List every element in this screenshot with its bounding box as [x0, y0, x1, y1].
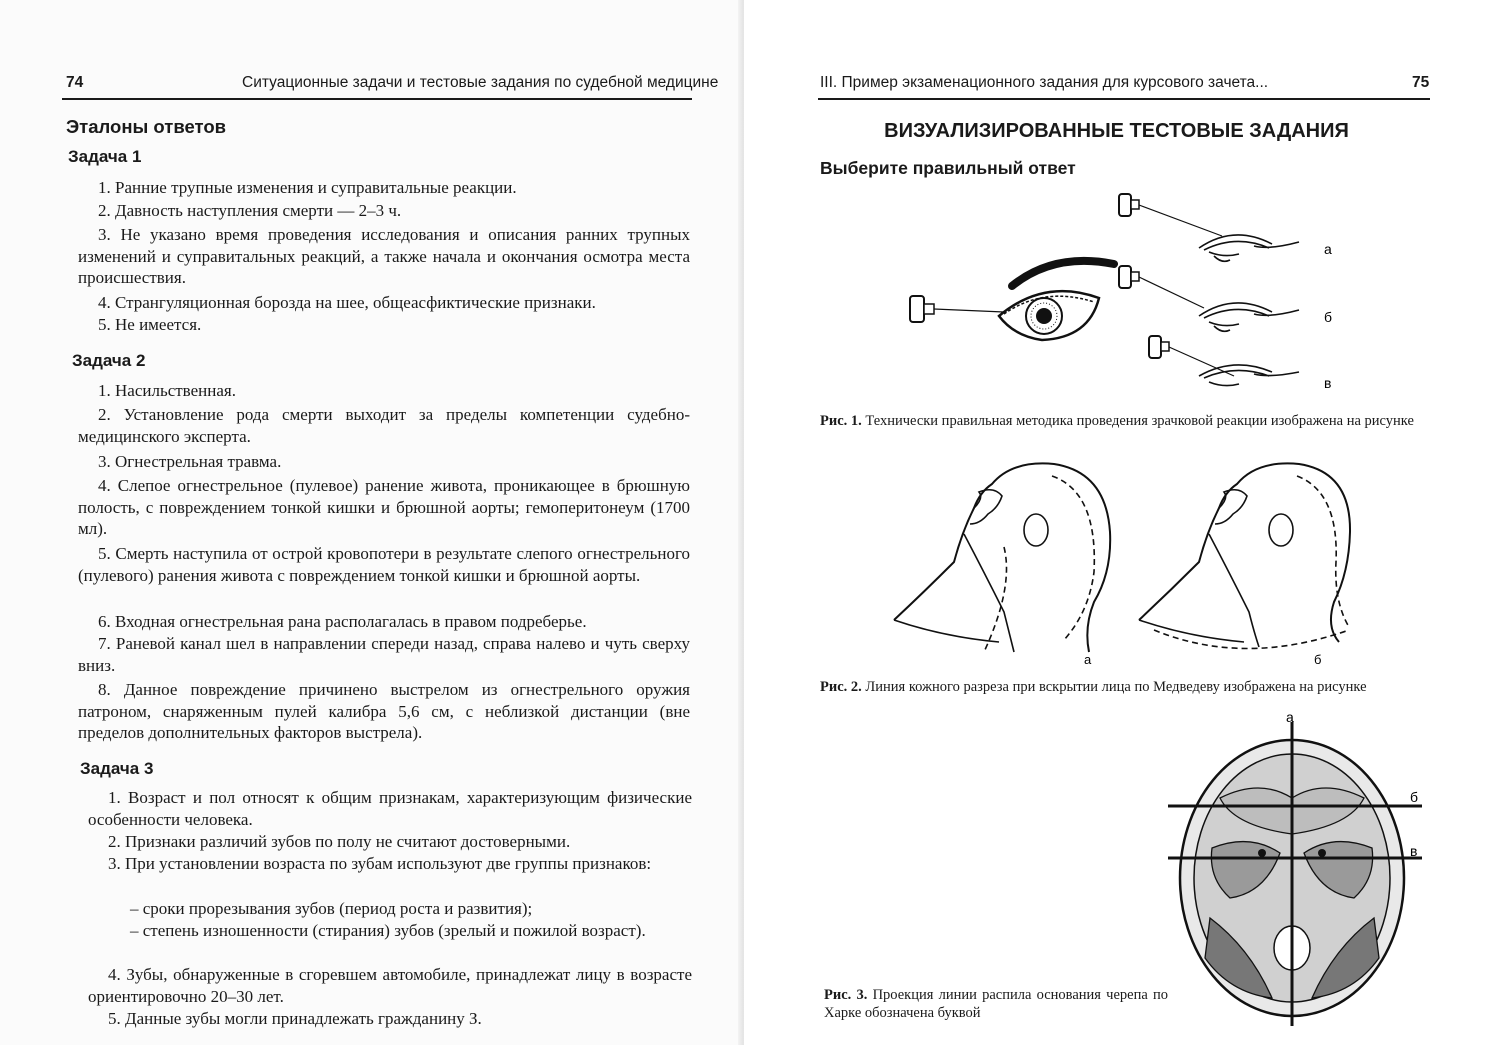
task-1-title: Задача 1 — [68, 147, 142, 166]
right-page — [744, 0, 1489, 1045]
side-view-v — [1149, 336, 1299, 386]
fig1-option-b: б — [1324, 309, 1333, 325]
figure-1-pupil-reaction — [904, 186, 1344, 396]
task-2-item-3: 3. Огнестрельная травма. — [98, 452, 282, 471]
task-2-item-8: 8. Данное повреждение причинено выстрелом из огнестрельного оружия патроном, снаряженным пулей калибра 5,6 см, с неблизкой дистанции (вне пределов дополнительных факторов выстрела). — [78, 680, 690, 743]
left-page — [0, 0, 744, 1045]
task-2-item-2: 2. Установление рода смерти выходит за пределы компетенции судебно-медицинского эксперта. — [78, 405, 690, 446]
task-1-item-4: 4. Странгуляционная борозда на шее, общеасфиктические признаки. — [98, 293, 596, 312]
task-3-item-4: 4. Зубы, обнаруженные в сгоревшем автомобиле, принадлежат лицу в возрасте ориентировочно 20–30 лет. — [88, 965, 692, 1006]
figure-3-caption-text: Проекция линии распила основания черепа по Харке обозначена буквой — [824, 987, 1168, 1021]
side-view-a — [1119, 194, 1299, 261]
task-3-item-1: 1. Возраст и пол относят к общим признакам, характеризующим физические особенности человека. — [88, 788, 692, 829]
fig3-option-a: а — [1286, 709, 1294, 725]
task-1-item-5: 5. Не имеется. — [98, 315, 202, 334]
task-3-item-5: 5. Данные зубы могли принадлежать гражданину З. — [108, 1009, 482, 1028]
running-head-right: III. Пример экзаменационного задания для курсового зачета... — [820, 74, 1269, 91]
page-number-left: 74 — [66, 74, 84, 91]
task-1-item-1: 1. Ранние трупные изменения и суправитальные реакции. — [98, 178, 517, 197]
task-2-title: Задача 2 — [72, 351, 146, 370]
header-rule-left — [62, 98, 692, 100]
task-3-item-3-sub-2: – степень изношенности (стирания) зубов (зрелый и пожилой возраст). — [130, 921, 646, 940]
figure-1-label: Рис. 1. — [820, 413, 862, 429]
task-1-item-2: 2. Давность наступления смерти — 2–3 ч. — [98, 201, 402, 220]
task-3-item-2: 2. Признаки различий зубов по полу не считают достоверными. — [108, 832, 571, 851]
task-2-item-4: 4. Слепое огнестрельное (пулевое) ранение живота, проникающее в брюшную полость, с повреждением тонкой кишки и брюшной аорты; гемоперитонеум (1700 мл). — [78, 476, 690, 539]
fig2-option-a: а — [1084, 652, 1092, 667]
figure-3-label: Рис. 3. — [824, 987, 868, 1003]
fig2-option-b: б — [1314, 652, 1322, 667]
figure-2-caption-text: Линия кожного разреза при вскрытии лица по Медведеву изображена на рисунке — [865, 679, 1367, 695]
task-2-item-5: 5. Смерть наступила от острой кровопотери в результате слепого огнестрельного (пулевого) ранения живота с повреждением тонкой кишки и брюшной аорты. — [78, 544, 690, 585]
flashlight-icon — [910, 296, 924, 322]
figure-2-caption — [820, 678, 1432, 696]
figure-2-incision-lines — [884, 452, 1354, 674]
task-3-title: Задача 3 — [80, 759, 154, 778]
eyebrow-icon — [1012, 261, 1114, 286]
fig1-option-a: а — [1324, 241, 1332, 257]
header-rule-right — [818, 98, 1430, 100]
running-head-left: Ситуационные задачи и тестовые задания по судебной медицине — [242, 74, 719, 91]
figure-2-label: Рис. 2. — [820, 679, 862, 695]
page-number-right: 75 — [1412, 74, 1430, 91]
task-2-item-6: 6. Входная огнестрельная рана располагалась в правом подреберье. — [98, 612, 587, 631]
side-view-b — [1119, 266, 1299, 331]
figure-3-skull-base — [1160, 708, 1440, 1026]
fig3-option-v: в — [1410, 843, 1418, 859]
fig1-option-v: в — [1324, 375, 1332, 391]
task-1-item-3: 3. Не указано время проведения исследования и описания ранних трупных изменений и суправитальных реакций, а также начала и окончания осмотра места происшествия. — [78, 225, 690, 288]
head-b — [1139, 463, 1350, 648]
figure-3-caption — [824, 986, 1168, 1022]
subtitle-choose-answer: Выберите правильный ответ — [820, 158, 1076, 178]
section-title-visual-tests: ВИЗУАЛИЗИРОВАННЫЕ ТЕСТОВЫЕ ЗАДАНИЯ — [884, 120, 1349, 142]
task-2-item-1: 1. Насильственная. — [98, 381, 236, 400]
figure-1-caption-text: Технически правильная методика проведения зрачковой реакции изображена на рисунке — [865, 413, 1414, 429]
head-a — [894, 463, 1110, 652]
task-3-item-3: 3. При установлении возраста по зубам используют две группы признаков: — [108, 854, 652, 873]
task-3-item-3-sub-1: – сроки прорезывания зубов (период роста и развития); — [130, 899, 533, 918]
task-2-item-7: 7. Раневой канал шел в направлении спереди назад, справа налево и чуть сверху вниз. — [78, 634, 690, 675]
section-title-answers: Эталоны ответов — [66, 116, 226, 137]
fig3-option-b: б — [1410, 789, 1419, 805]
figure-1-caption — [820, 412, 1432, 430]
